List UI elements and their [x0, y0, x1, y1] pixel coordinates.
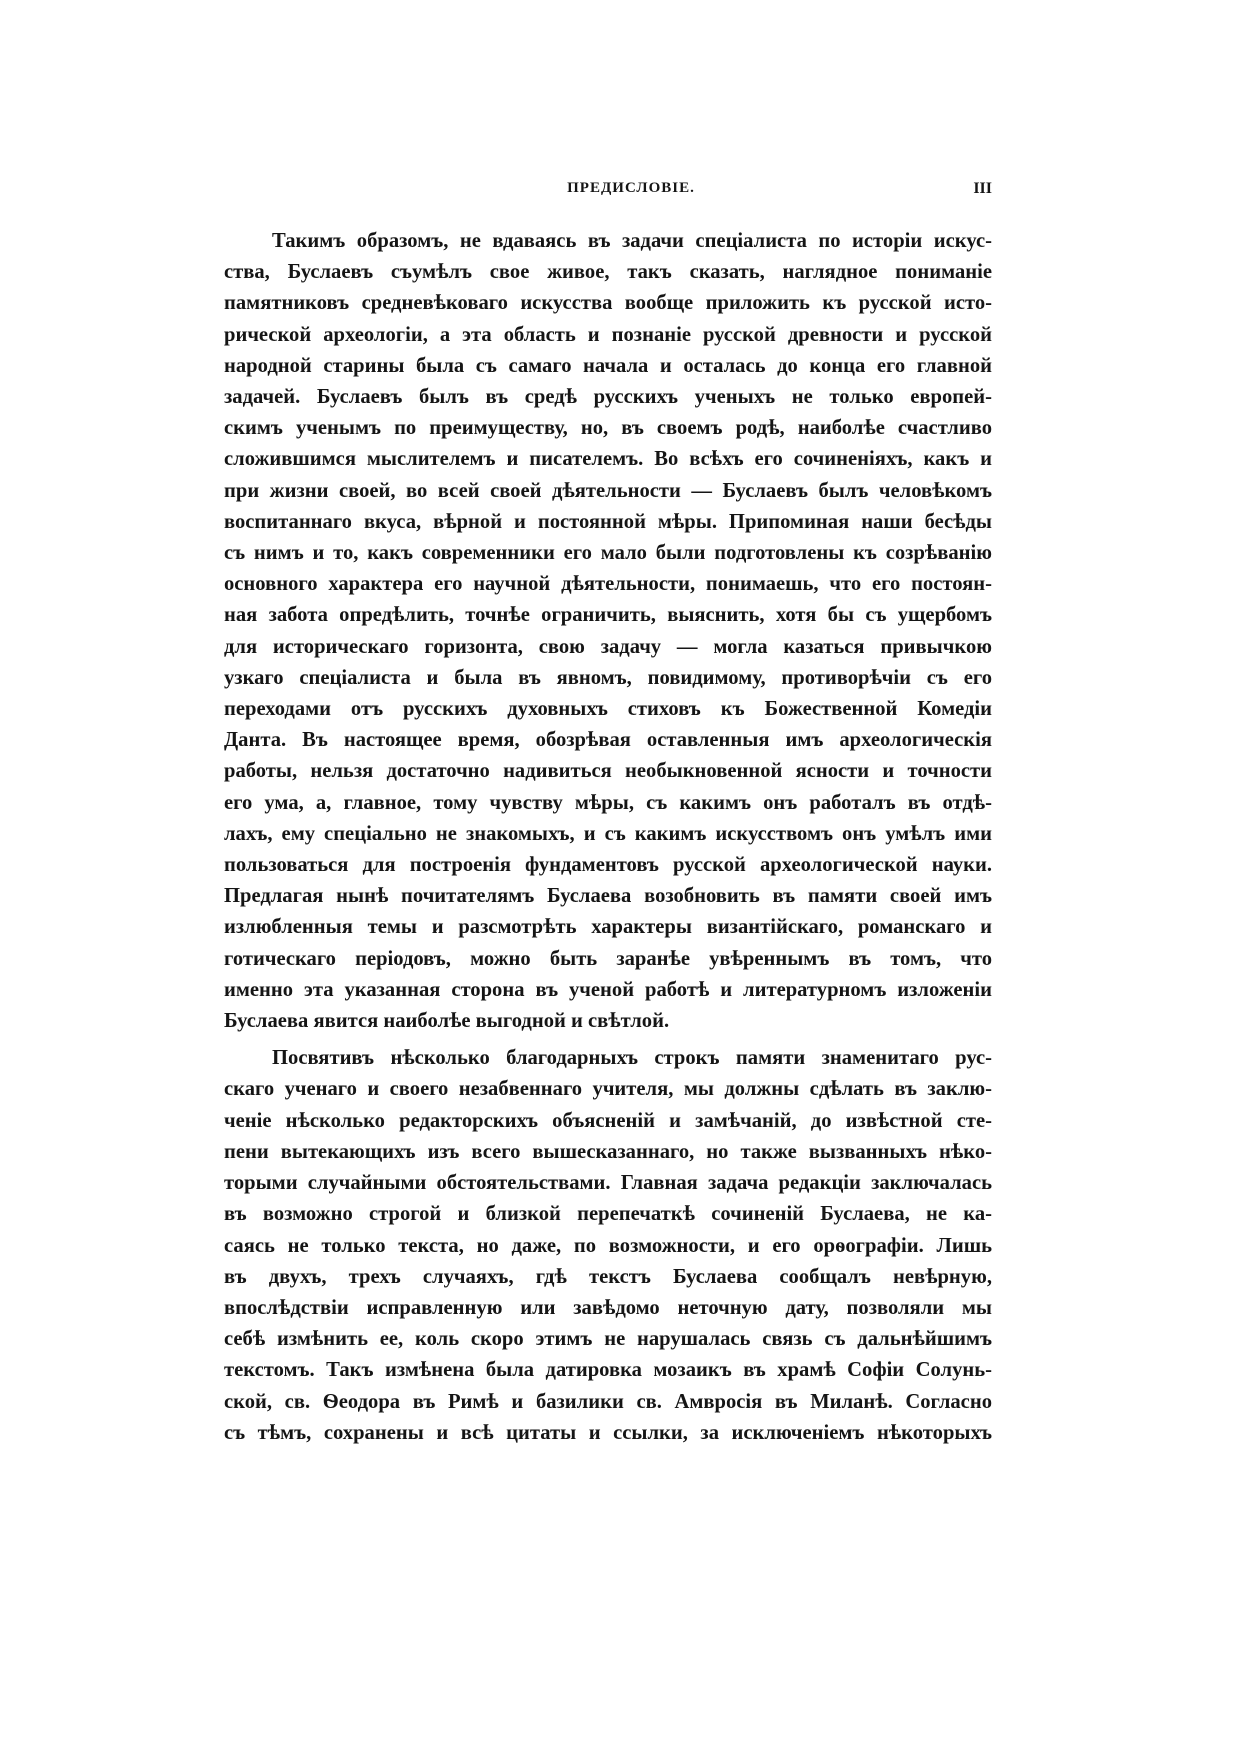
text-line: народной старины была съ самаго начала и осталась до конца его главной — [224, 354, 992, 377]
text-line: Такимъ образомъ, не вдаваясь въ задачи спеціалиста по исторіи искус- — [272, 230, 992, 252]
text-line: себѣ измѣнить ее, коль скоро этимъ не нарушалась связь съ дальнѣйшимъ — [224, 1328, 992, 1351]
text-line: ской, св. Ѳеодора въ Римѣ и базилики св. Амвросія въ Миланѣ. Согласно — [224, 1390, 992, 1413]
body-text — [224, 226, 992, 1449]
text-line: ченіе нѣсколько редакторскихъ объясненій и замѣчаній, до извѣстной сте- — [224, 1109, 992, 1132]
text-line: основного характера его научной дѣятельности, понимаешь, что его постоян- — [224, 573, 992, 596]
text-line: текстомъ. Такъ измѣнена была датировка мозаикъ въ храмѣ Софіи Солунь- — [224, 1359, 992, 1382]
text-line: излюбленныя темы и разсмотрѣть характеры византійскаго, романскаго и — [224, 916, 992, 939]
running-title: ПРЕДИСЛОВІЕ. — [567, 180, 695, 196]
text-line: для историческаго горизонта, свою задачу — могла казаться привычкою — [224, 635, 992, 658]
text-line: ная забота опредѣлить, точнѣе ограничить, выяснить, хотя бы съ ущербомъ — [224, 604, 992, 627]
text-line: съ нимъ и то, какъ современники его мало были подготовлены къ созрѣванію — [224, 542, 992, 565]
text-line: саясь не только текста, но даже, по возможности, и его орѳографіи. Лишь — [224, 1234, 992, 1257]
text-line: Буслаева явится наиболѣе выгодной и свѣтлой. — [224, 1010, 670, 1033]
text-line: Данта. Въ настоящее время, обозрѣвая оставленныя имъ археологическія — [224, 729, 992, 752]
text-line: его ума, а, главное, тому чувству мѣры, съ какимъ онъ работалъ въ отдѣ- — [224, 791, 992, 814]
text-line: работы, нельзя достаточно надивиться необыкновенной ясности и точности — [224, 760, 992, 783]
text-line: переходами отъ русскихъ духовныхъ стиховъ къ Божественной Комедіи — [224, 698, 992, 721]
paragraph-2 — [224, 1043, 992, 1449]
text-line: при жизни своей, во всей своей дѣятельности — Буслаевъ былъ человѣкомъ — [224, 479, 992, 502]
text-line: торыми случайными обстоятельствами. Главная задача редакціи заключалась — [224, 1172, 992, 1195]
text-line: готическаго періодовъ, можно быть заранѣе увѣреннымъ въ томъ, что — [224, 947, 992, 970]
text-line: впослѣдствіи исправленную или завѣдомо неточную дату, позволяли мы — [224, 1296, 992, 1319]
page-number: III — [973, 180, 992, 197]
text-line: именно эта указанная сторона въ ученой работѣ и литературномъ изложеніи — [224, 978, 992, 1001]
text-line: воспитаннаго вкуса, вѣрной и постоянной мѣры. Припоминая наши бесѣды — [224, 510, 992, 533]
text-line: пени вытекающихъ изъ всего вышесказаннаго, но также вызванныхъ нѣко- — [224, 1140, 992, 1163]
text-line: лахъ, ему спеціально не знакомыхъ, и съ какимъ искусствомъ онъ умѣлъ ими — [224, 822, 992, 845]
text-line: Предлагая нынѣ почитателямъ Буслаева возобновить въ памяти своей имъ — [224, 885, 992, 908]
text-line: съ тѣмъ, сохранены и всѣ цитаты и ссылки, за исключеніемъ нѣкоторыхъ — [224, 1421, 992, 1444]
text-line: сложившимся мыслителемъ и писателемъ. Во всѣхъ его сочиненіяхъ, какъ и — [224, 448, 992, 471]
text-line: памятниковъ средневѣковаго искусства вообще приложить къ русской исто- — [224, 292, 992, 315]
text-line: рической археологіи, а эта область и познаніе русской древности и русской — [224, 323, 992, 346]
text-line: въ возможно строгой и близкой перепечаткѣ сочиненій Буслаева, не ка- — [224, 1203, 992, 1226]
paragraph-1 — [224, 226, 992, 1037]
text-line: Посвятивъ нѣсколько благодарныхъ строкъ памяти знаменитаго рус- — [272, 1047, 992, 1070]
running-head — [270, 180, 992, 210]
text-line: скаго ученаго и своего незабвеннаго учителя, мы должны сдѣлать въ заклю- — [224, 1078, 992, 1101]
text-line: въ двухъ, трехъ случаяхъ, гдѣ текстъ Буслаева сообщалъ невѣрную, — [224, 1265, 992, 1288]
text-line: ства, Буслаевъ съумѣлъ свое живое, такъ сказать, наглядное пониманіе — [224, 261, 992, 284]
text-line: скимъ ученымъ по преимуществу, но, въ своемъ родѣ, наиболѣе счастливо — [224, 417, 992, 440]
text-line: пользоваться для построенія фундаментовъ русской археологической науки. — [224, 854, 992, 877]
text-line: задачей. Буслаевъ былъ въ средѣ русскихъ ученыхъ не только европей- — [224, 386, 992, 409]
text-line: узкаго спеціалиста и была въ явномъ, повидимому, противорѣчіи съ его — [224, 666, 992, 689]
